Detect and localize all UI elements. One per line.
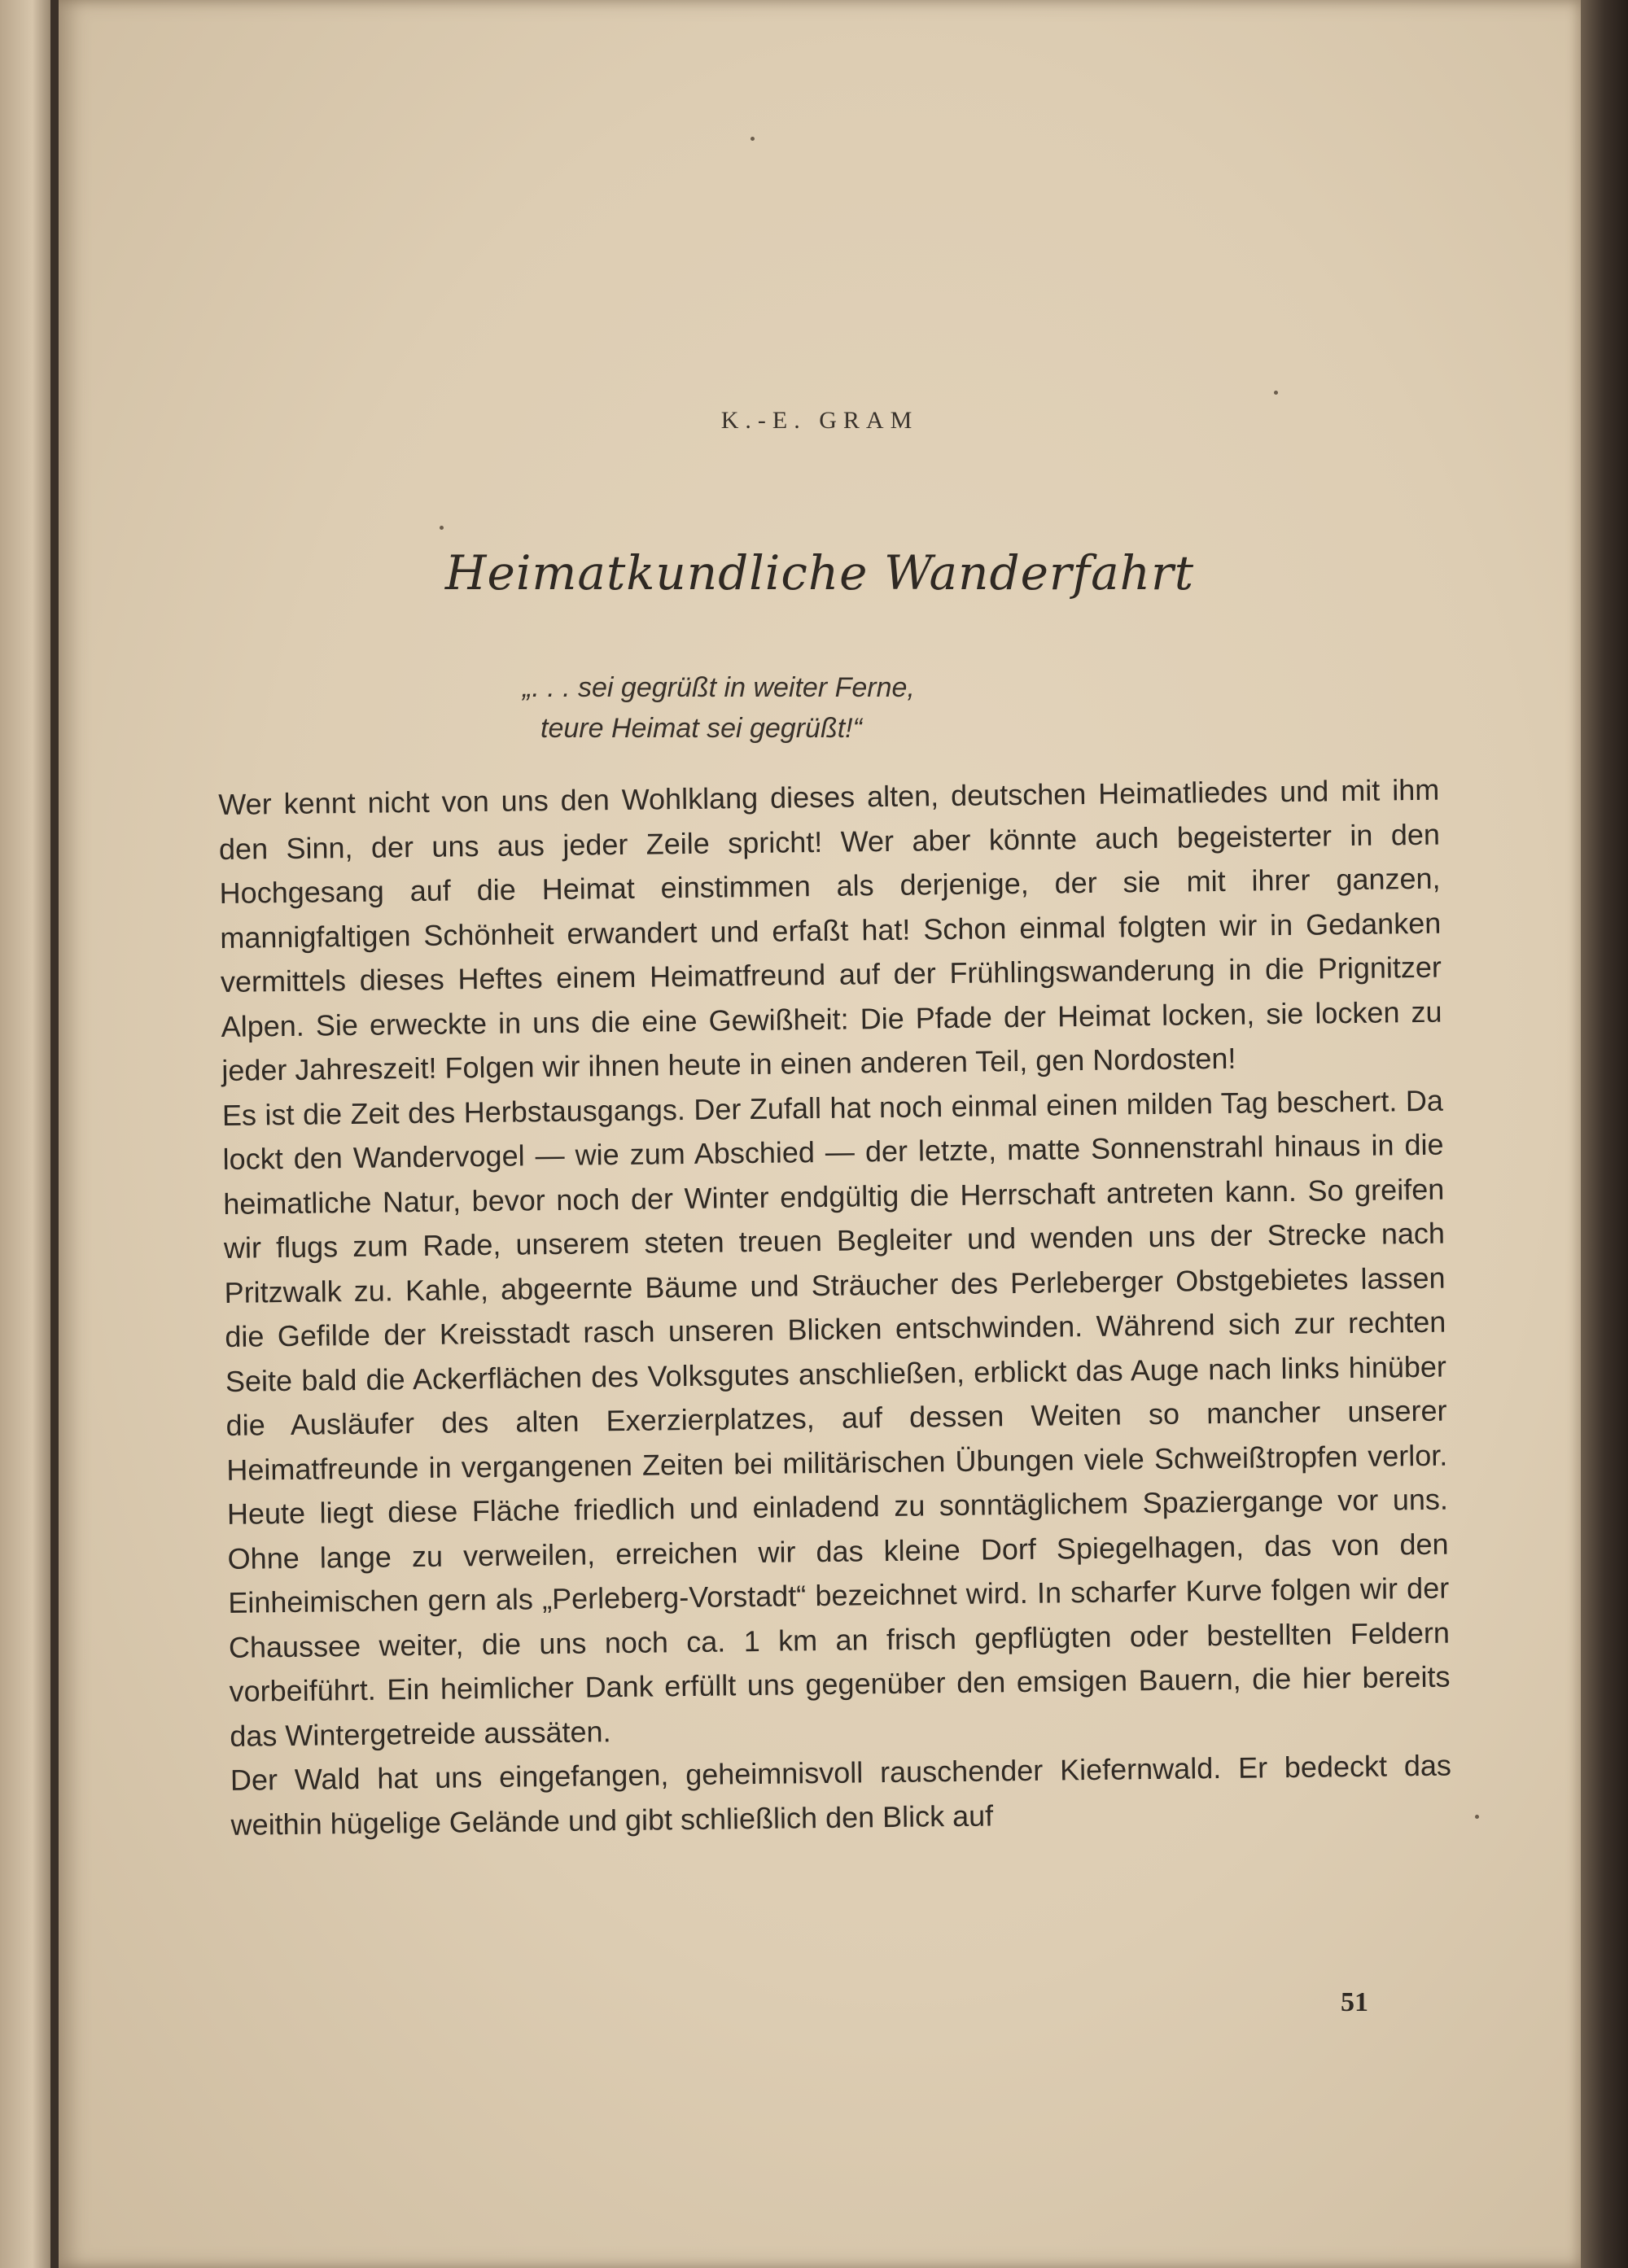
page-number: 51 bbox=[1341, 1987, 1368, 2017]
author-name: K.-E. GRAM bbox=[720, 407, 919, 434]
paragraph: Der Wald hat uns eingefangen, geheimnisvoll rauschender Kiefernwald. Er bedeckt das weithin hügelige Gelände und gibt schließlich den Blick auf bbox=[230, 1748, 1452, 1842]
paragraph: Es ist die Zeit des Herbstausgangs. Der Zufall hat noch einmal einen milden Tag beschert. Da lockt den Wandervogel — wie zum Abschied — der letzte, matte Sonnenstrahl hinaus in die heimatliche Natur, bevor noch der Winter endgültig die Herrschaft antreten kann. So greifen wir flugs zum Rade, unserem steten treuen Begleiter und wenden uns der Strecke nach Pritzwalk zu. Kahle, abgeernte Bäume und Sträucher des Perleberger Obstgebietes lassen die Gefilde der Kreisstadt rasch unseren Blicken entschwinden. Während sich zur rechten Seite bald die Ackerflächen des Volksgutes anschließen, erblickt das Auge nach links hinüber die Ausläufer des alten Exerzierplatzes, auf dessen Weiten so mancher unserer Heimatfreunde in vergangenen Zeiten bei militärischen Übungen viele Schweißtropfen verlor. Heute liegt diese Fläche friedlich und einladend zu sonntäglichem Spaziergange vor uns. Ohne lange zu verweilen, erreichen wir das kleine Dorf Spiegelhagen, das von den Einheimischen gern als „Perleberg-Vorstadt“ bezeichnet wird. In scharfer Kurve folgen wir der Chaussee weiter, die uns noch ca. 1 km an frisch gepflügten oder bestellten Feldern vorbeiführt. Ein heimlicher Dank erfüllt uns gegenüber den emsigen Bauern, die hier bereits das Wintergetreide aussäten. bbox=[221, 1083, 1451, 1753]
book-page bbox=[59, 0, 1581, 2268]
book-gutter bbox=[50, 0, 59, 2268]
paragraph: Wer kennt nicht von uns den Wohlklang dieses alten, deutschen Heimatliedes und mit ihm den Sinn, der uns aus jeder Zeile spricht! Wer aber könnte auch begeisterter in den Hochgesang auf die Heimat einstimmen als derjenige, der sie mit ihrer ganzen, mannigfaltigen Schönheit erwandert und erfaßt hat! Schon einmal folgten wir in Gedanken vermittels dieses Heftes einem Heimatfreund auf der Frühlingswanderung in die Prignitzer Alpen. Sie erweckte in uns die eine Gewißheit: Die Pfade der Heimat locken, sie locken zu jeder Jahreszeit! Folgen wir ihnen heute in einen anderen Teil, gen Nordosten! bbox=[218, 772, 1442, 1087]
article-title: Heimatkundliche Wanderfahrt bbox=[444, 545, 1195, 601]
motto-line-1: „. . . sei gegrüßt in weiter Ferne, bbox=[523, 672, 915, 703]
paper-speck bbox=[440, 526, 444, 530]
paper-speck bbox=[1274, 391, 1278, 395]
previous-page-edge bbox=[0, 0, 54, 2268]
article-body bbox=[218, 768, 1452, 1847]
paper-speck bbox=[1475, 1815, 1479, 1819]
paper-speck bbox=[751, 137, 755, 141]
motto-quote bbox=[523, 667, 1255, 749]
right-page-edge bbox=[1581, 0, 1628, 2268]
motto-line-2: teure Heimat sei gegrüßt!“ bbox=[540, 713, 862, 744]
